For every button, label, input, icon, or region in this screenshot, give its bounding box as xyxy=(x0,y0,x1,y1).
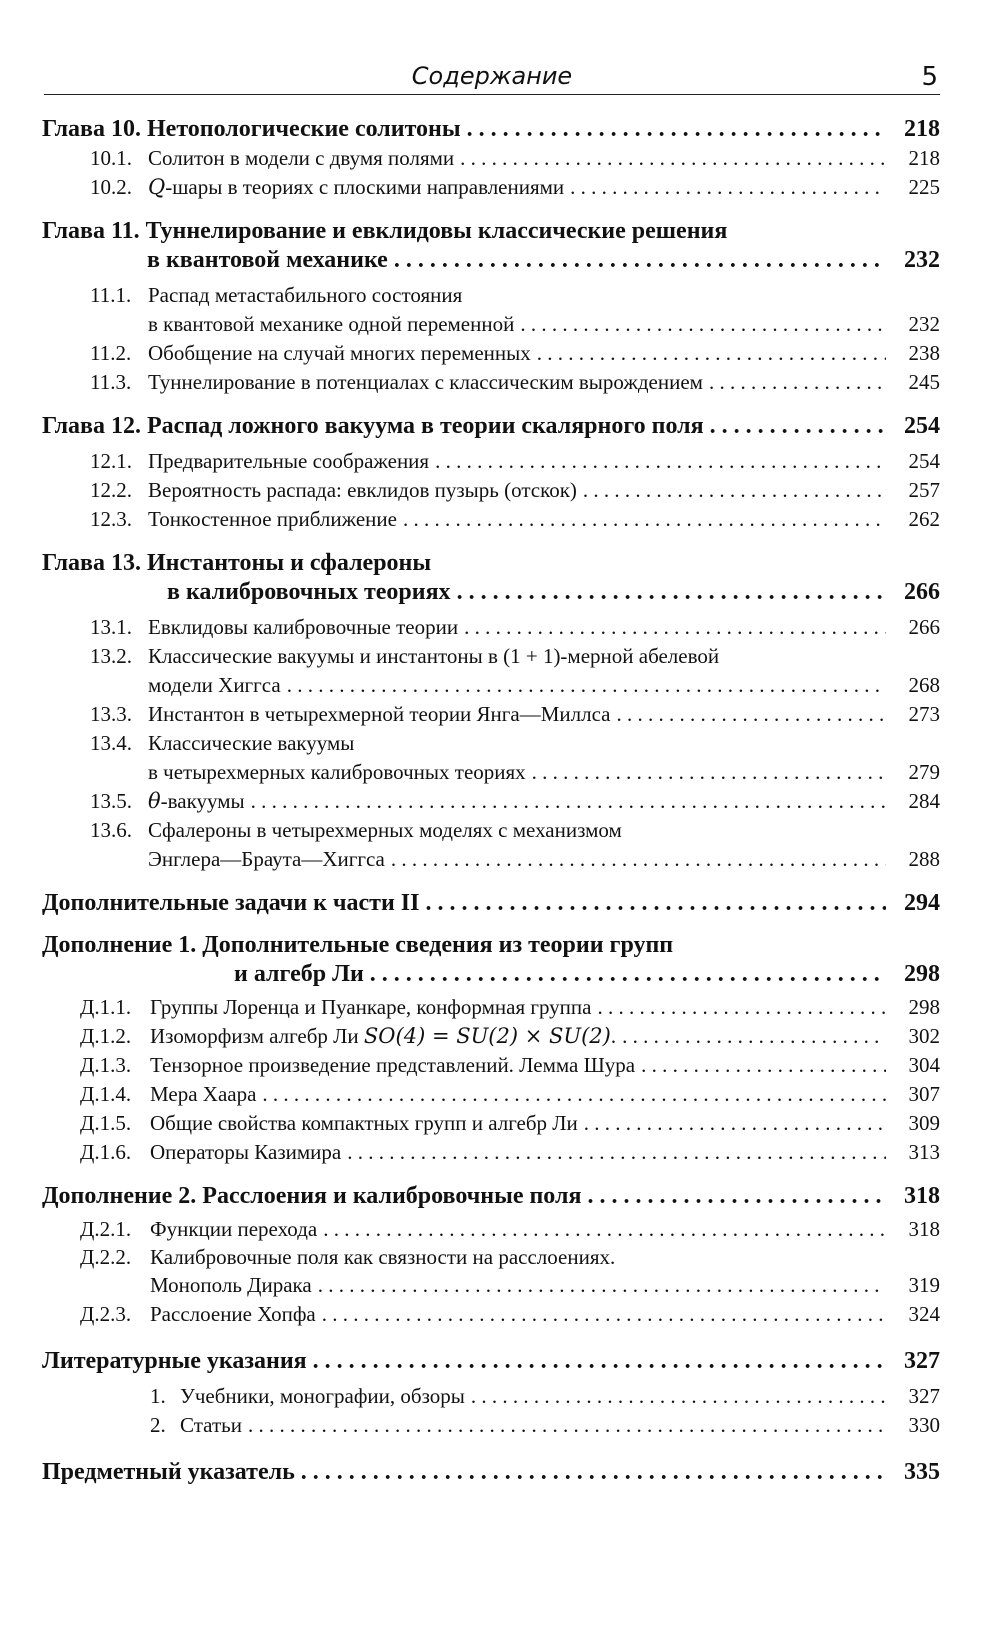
section-title: Функции перехода xyxy=(150,1217,318,1241)
section-title: Обобщение на случай многих переменных xyxy=(148,341,531,365)
chapter-label: Глава 13. xyxy=(42,550,141,576)
dot-leader xyxy=(710,412,886,441)
dot-leader xyxy=(532,758,886,787)
dot-leader xyxy=(322,1300,886,1329)
toc-appendix-1 xyxy=(42,931,940,989)
page-ref: 245 xyxy=(908,370,940,394)
section-title xyxy=(150,1022,616,1051)
dot-leader xyxy=(587,1182,886,1211)
toc-chapter-10 xyxy=(42,115,940,144)
section-number: 13.1. xyxy=(90,615,132,639)
section-line-1 xyxy=(90,729,940,758)
dot-leader xyxy=(435,447,886,476)
dot-leader xyxy=(457,578,886,607)
theta-symbol: θ xyxy=(148,789,161,813)
dot-leader xyxy=(570,173,886,202)
dot-leader xyxy=(394,246,886,275)
dot-leader xyxy=(262,1080,886,1109)
toc-section-d2-2 xyxy=(42,1244,940,1300)
section-title-line-1: Распад метастабильного состояния xyxy=(148,283,463,307)
entry-title: Дополнительные задачи к части II xyxy=(42,890,420,916)
page-ref: 307 xyxy=(908,1082,940,1106)
dot-leader xyxy=(425,889,886,918)
dot-leader xyxy=(318,1271,886,1300)
section-line-2 xyxy=(42,1271,940,1300)
section-line-1 xyxy=(42,1244,940,1271)
section-number: Д.2.1. xyxy=(80,1217,132,1241)
appendix-label: Дополнение 2. xyxy=(42,1183,197,1209)
section-number: Д.1.1. xyxy=(80,995,132,1019)
section-line-2 xyxy=(90,758,940,787)
section-title: Операторы Казимира xyxy=(150,1140,342,1164)
toc-literature-1 xyxy=(42,1382,940,1411)
page-ref: 335 xyxy=(904,1459,940,1485)
chapter-title-line-1: Туннелирование и евклидовы классические решения xyxy=(145,218,728,244)
toc-literature xyxy=(42,1347,940,1376)
section-title: Тензорное произведение представлений. Лемма Шура xyxy=(150,1053,636,1077)
chapter-title: Нетопологические солитоны xyxy=(147,116,461,142)
section-title: Тонкостенное приближение xyxy=(148,507,397,531)
page-ref: 257 xyxy=(908,478,940,502)
toc-section-11-1 xyxy=(42,281,940,339)
page-ref: 304 xyxy=(908,1053,940,1077)
chapter-title-line-2: в квантовой механике xyxy=(147,247,388,273)
toc-subject-index xyxy=(42,1458,940,1487)
dot-leader xyxy=(323,1215,886,1244)
toc-section-12-2 xyxy=(42,476,940,505)
section-number: 11.3. xyxy=(90,370,132,394)
section-title: Общие свойства компактных групп и алгебр Ли xyxy=(150,1111,578,1135)
section-number: Д.2.2. xyxy=(80,1245,132,1269)
formula: SO(4) = SU(2) × SU(2) xyxy=(363,1024,611,1048)
page-ref: 254 xyxy=(908,449,940,473)
page-ref: 225 xyxy=(908,175,940,199)
chapter-line-2 xyxy=(42,578,940,607)
page-ref: 298 xyxy=(908,995,940,1019)
toc-section-13-5 xyxy=(42,787,940,816)
page-ref: 262 xyxy=(908,507,940,531)
section-number: Д.1.4. xyxy=(80,1082,132,1106)
section-title: Вероятность распада: евклидов пузырь (отскок) xyxy=(148,478,577,502)
running-head xyxy=(44,60,940,95)
dot-leader xyxy=(347,1138,886,1167)
section-number: 1. xyxy=(150,1384,166,1408)
dot-leader xyxy=(460,144,886,173)
toc-chapter-12 xyxy=(42,412,940,441)
page-ref: 268 xyxy=(908,673,940,697)
page-ref: 288 xyxy=(908,847,940,871)
section-line-1 xyxy=(90,281,940,310)
toc-section-10-2 xyxy=(42,173,940,202)
section-title: Туннелирование в потенциалах с классическим вырождением xyxy=(148,370,703,394)
toc-section-d1-1 xyxy=(42,993,940,1022)
page-number: 5 xyxy=(921,62,938,92)
section-title-line-1: Классические вакуумы и инстантоны в (1 + 1)-мерной абелевой xyxy=(148,644,720,668)
dot-leader xyxy=(622,1022,886,1051)
section-title: Предварительные соображения xyxy=(148,449,430,473)
section-title: Мера Хаара xyxy=(150,1082,257,1106)
toc-section-d2-1 xyxy=(42,1215,940,1244)
toc-section-11-2 xyxy=(42,339,940,368)
chapter-line-1 xyxy=(42,549,940,578)
toc-section-d1-6 xyxy=(42,1138,940,1167)
dot-leader xyxy=(520,310,886,339)
entry-title: Литературные указания xyxy=(42,1348,307,1374)
section-number: 10.2. xyxy=(90,175,132,199)
page-ref: 327 xyxy=(904,1348,940,1374)
page-ref: 266 xyxy=(904,579,940,605)
page-ref: 218 xyxy=(908,146,940,170)
dot-leader xyxy=(251,787,886,816)
dot-leader xyxy=(403,505,886,534)
section-title: Евклидовы калибровочные теории xyxy=(148,615,459,639)
page-ref: 284 xyxy=(908,789,940,813)
page-ref: 218 xyxy=(904,116,940,142)
section-title-line-1: Классические вакуумы xyxy=(148,731,355,755)
section-title-line-2: в квантовой механике одной переменной xyxy=(148,312,515,336)
toc-section-13-3 xyxy=(42,700,940,729)
page-ref: 313 xyxy=(908,1140,940,1164)
section-title-line-2: модели Хиггса xyxy=(148,673,281,697)
section-number: Д.1.3. xyxy=(80,1053,132,1077)
section-line-2 xyxy=(90,310,940,339)
section-number: Д.1.6. xyxy=(80,1140,132,1164)
section-title: Инстантон в четырехмерной теории Янга—Миллса xyxy=(148,702,611,726)
page-ref: 319 xyxy=(908,1273,940,1297)
section-title-text: Изоморфизм алгебр Ли xyxy=(150,1024,364,1048)
page-ref: 302 xyxy=(908,1024,940,1048)
toc-section-d1-2 xyxy=(42,1022,940,1051)
section-number: 13.6. xyxy=(90,818,132,842)
section-title xyxy=(148,787,245,816)
section-number: Д.1.5. xyxy=(80,1111,132,1135)
section-line-1 xyxy=(90,816,940,845)
section-title-line-2: Монополь Дирака xyxy=(150,1273,312,1297)
appendix-line-2 xyxy=(42,960,940,989)
chapter-title-line-2: в калибровочных теориях xyxy=(167,579,451,605)
appendix-title-line-1: Дополнительные сведения из теории групп xyxy=(202,932,674,958)
chapter-title: Распад ложного вакуума в теории скалярного поля xyxy=(147,413,704,439)
page-ref: 266 xyxy=(908,615,940,639)
dot-leader xyxy=(301,1458,886,1487)
section-title-end: . xyxy=(610,1024,617,1048)
toc-section-13-6 xyxy=(42,816,940,874)
toc-section-13-1 xyxy=(42,613,940,642)
chapter-label: Глава 11. xyxy=(42,218,140,244)
section-line-2 xyxy=(90,845,940,874)
toc-literature-2 xyxy=(42,1411,940,1440)
dot-leader xyxy=(597,993,886,1022)
section-title: Расслоение Хопфа xyxy=(150,1302,316,1326)
page-ref: 318 xyxy=(908,1217,940,1241)
toc-section-d1-4 xyxy=(42,1080,940,1109)
section-number: 2. xyxy=(150,1413,166,1437)
dot-leader xyxy=(471,1382,886,1411)
section-number: 11.1. xyxy=(90,283,132,307)
entry-title: Предметный указатель xyxy=(42,1459,295,1485)
section-line-1 xyxy=(90,642,940,671)
toc-chapter-13 xyxy=(42,549,940,607)
q-symbol: Q xyxy=(148,175,166,199)
page-ref: 330 xyxy=(908,1413,940,1437)
dot-leader xyxy=(584,1109,886,1138)
dot-leader xyxy=(641,1051,886,1080)
toc-section-11-3 xyxy=(42,368,940,397)
section-title-text: -вакуумы xyxy=(160,789,245,813)
section-number: 12.2. xyxy=(90,478,132,502)
section-number: 13.4. xyxy=(90,731,132,755)
toc-appendix-2 xyxy=(42,1182,940,1211)
section-number: Д.2.3. xyxy=(80,1302,132,1326)
toc-section-13-4 xyxy=(42,729,940,787)
page-ref: 327 xyxy=(908,1384,940,1408)
page-ref: 324 xyxy=(908,1302,940,1326)
section-number: Д.1.2. xyxy=(80,1024,132,1048)
chapter-label: Глава 10. xyxy=(42,116,141,142)
section-title-line-1: Сфалероны в четырехмерных моделях с механизмом xyxy=(148,818,622,842)
dot-leader xyxy=(709,368,886,397)
page-ref: 294 xyxy=(904,890,940,916)
dot-leader xyxy=(537,339,886,368)
section-number: 13.3. xyxy=(90,702,132,726)
dot-leader xyxy=(467,115,886,144)
toc-section-13-2 xyxy=(42,642,940,700)
toc-additional-problems xyxy=(42,889,940,918)
section-title: Статьи xyxy=(180,1413,242,1437)
chapter-line-1 xyxy=(42,217,940,246)
toc-section-d1-5 xyxy=(42,1109,940,1138)
section-number: 13.2. xyxy=(90,644,132,668)
dot-leader xyxy=(391,845,886,874)
section-number: 12.3. xyxy=(90,507,132,531)
section-title: Группы Лоренца и Пуанкаре, конформная группа xyxy=(150,995,592,1019)
section-title-text: -шары в теориях с плоскими направлениями xyxy=(165,175,565,199)
section-title: Учебники, монографии, обзоры xyxy=(180,1384,465,1408)
appendix-label: Дополнение 1. xyxy=(42,932,197,958)
section-number: 13.5. xyxy=(90,789,132,813)
section-title-line-1: Калибровочные поля как связности на расслоениях. xyxy=(150,1245,616,1269)
chapter-label: Глава 12. xyxy=(42,413,141,439)
running-title: Содержание xyxy=(411,62,573,90)
section-title-line-2: в четырехмерных калибровочных теориях xyxy=(148,760,526,784)
section-title-line-2: Энглера—Браута—Хиггса xyxy=(148,847,385,871)
dot-leader xyxy=(287,671,886,700)
chapter-line-2 xyxy=(42,246,940,275)
dot-leader xyxy=(370,960,886,989)
section-number: 10.1. xyxy=(90,146,132,170)
page-ref: 232 xyxy=(904,247,940,273)
toc-section-d1-3 xyxy=(42,1051,940,1080)
toc-chapter-11 xyxy=(42,217,940,275)
appendix-line-1 xyxy=(42,931,940,960)
section-title xyxy=(148,173,564,202)
appendix-title-line-2: и алгебр Ли xyxy=(234,961,364,987)
section-number: 11.2. xyxy=(90,341,132,365)
page-ref: 254 xyxy=(904,413,940,439)
dot-leader xyxy=(583,476,886,505)
dot-leader xyxy=(313,1347,886,1376)
section-line-2 xyxy=(90,671,940,700)
section-number: 12.1. xyxy=(90,449,132,473)
page-ref: 273 xyxy=(908,702,940,726)
toc-section-12-1 xyxy=(42,447,940,476)
page-ref: 318 xyxy=(904,1183,940,1209)
page-ref: 279 xyxy=(908,760,940,784)
dot-leader xyxy=(617,700,887,729)
page-ref: 232 xyxy=(908,312,940,336)
dot-leader xyxy=(248,1411,886,1440)
toc-section-12-3 xyxy=(42,505,940,534)
appendix-title: Расслоения и калибровочные поля xyxy=(202,1183,582,1209)
dot-leader xyxy=(464,613,886,642)
chapter-title-line-1: Инстантоны и сфалероны xyxy=(147,550,432,576)
toc-section-10-1 xyxy=(42,144,940,173)
page-ref: 238 xyxy=(908,341,940,365)
page-ref: 309 xyxy=(908,1111,940,1135)
page-ref: 298 xyxy=(904,961,940,987)
toc-section-d2-3 xyxy=(42,1300,940,1329)
table-of-contents xyxy=(42,115,940,1487)
section-title: Солитон в модели с двумя полями xyxy=(148,146,455,170)
